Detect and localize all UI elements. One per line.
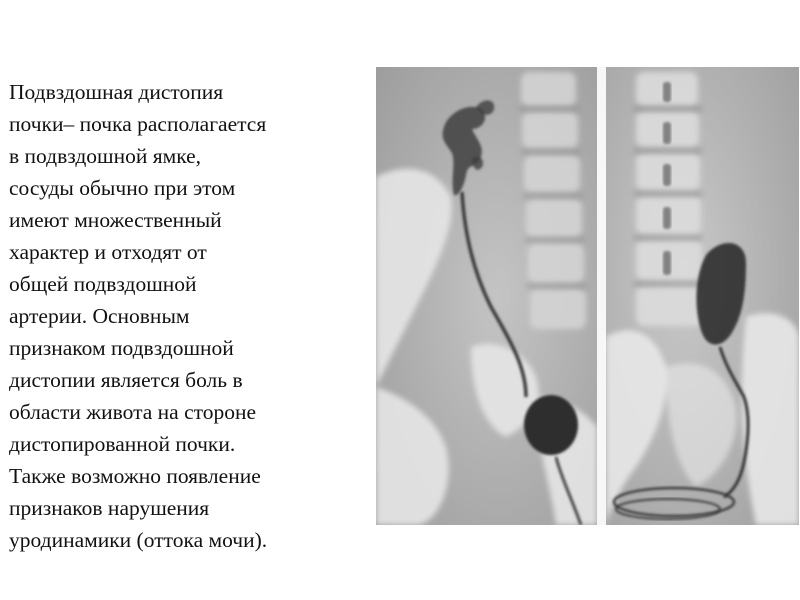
radiograph-right [606,67,799,525]
radiograph-left [376,67,597,525]
panel-divider [597,67,606,525]
radiograph-figure [376,67,799,525]
body-text: Подвздошная дистопия почки– почка располагается в подвздошной ямке, сосуды обычно при этом имеют множественный характер и отходят от общей подвздошной артерии. Основным признаком подвздошной дистопии является боль в области живота на стороне дистопированной почки. Также возможно появление признаков нарушения уродинамики (оттока мочи). [9,80,268,552]
